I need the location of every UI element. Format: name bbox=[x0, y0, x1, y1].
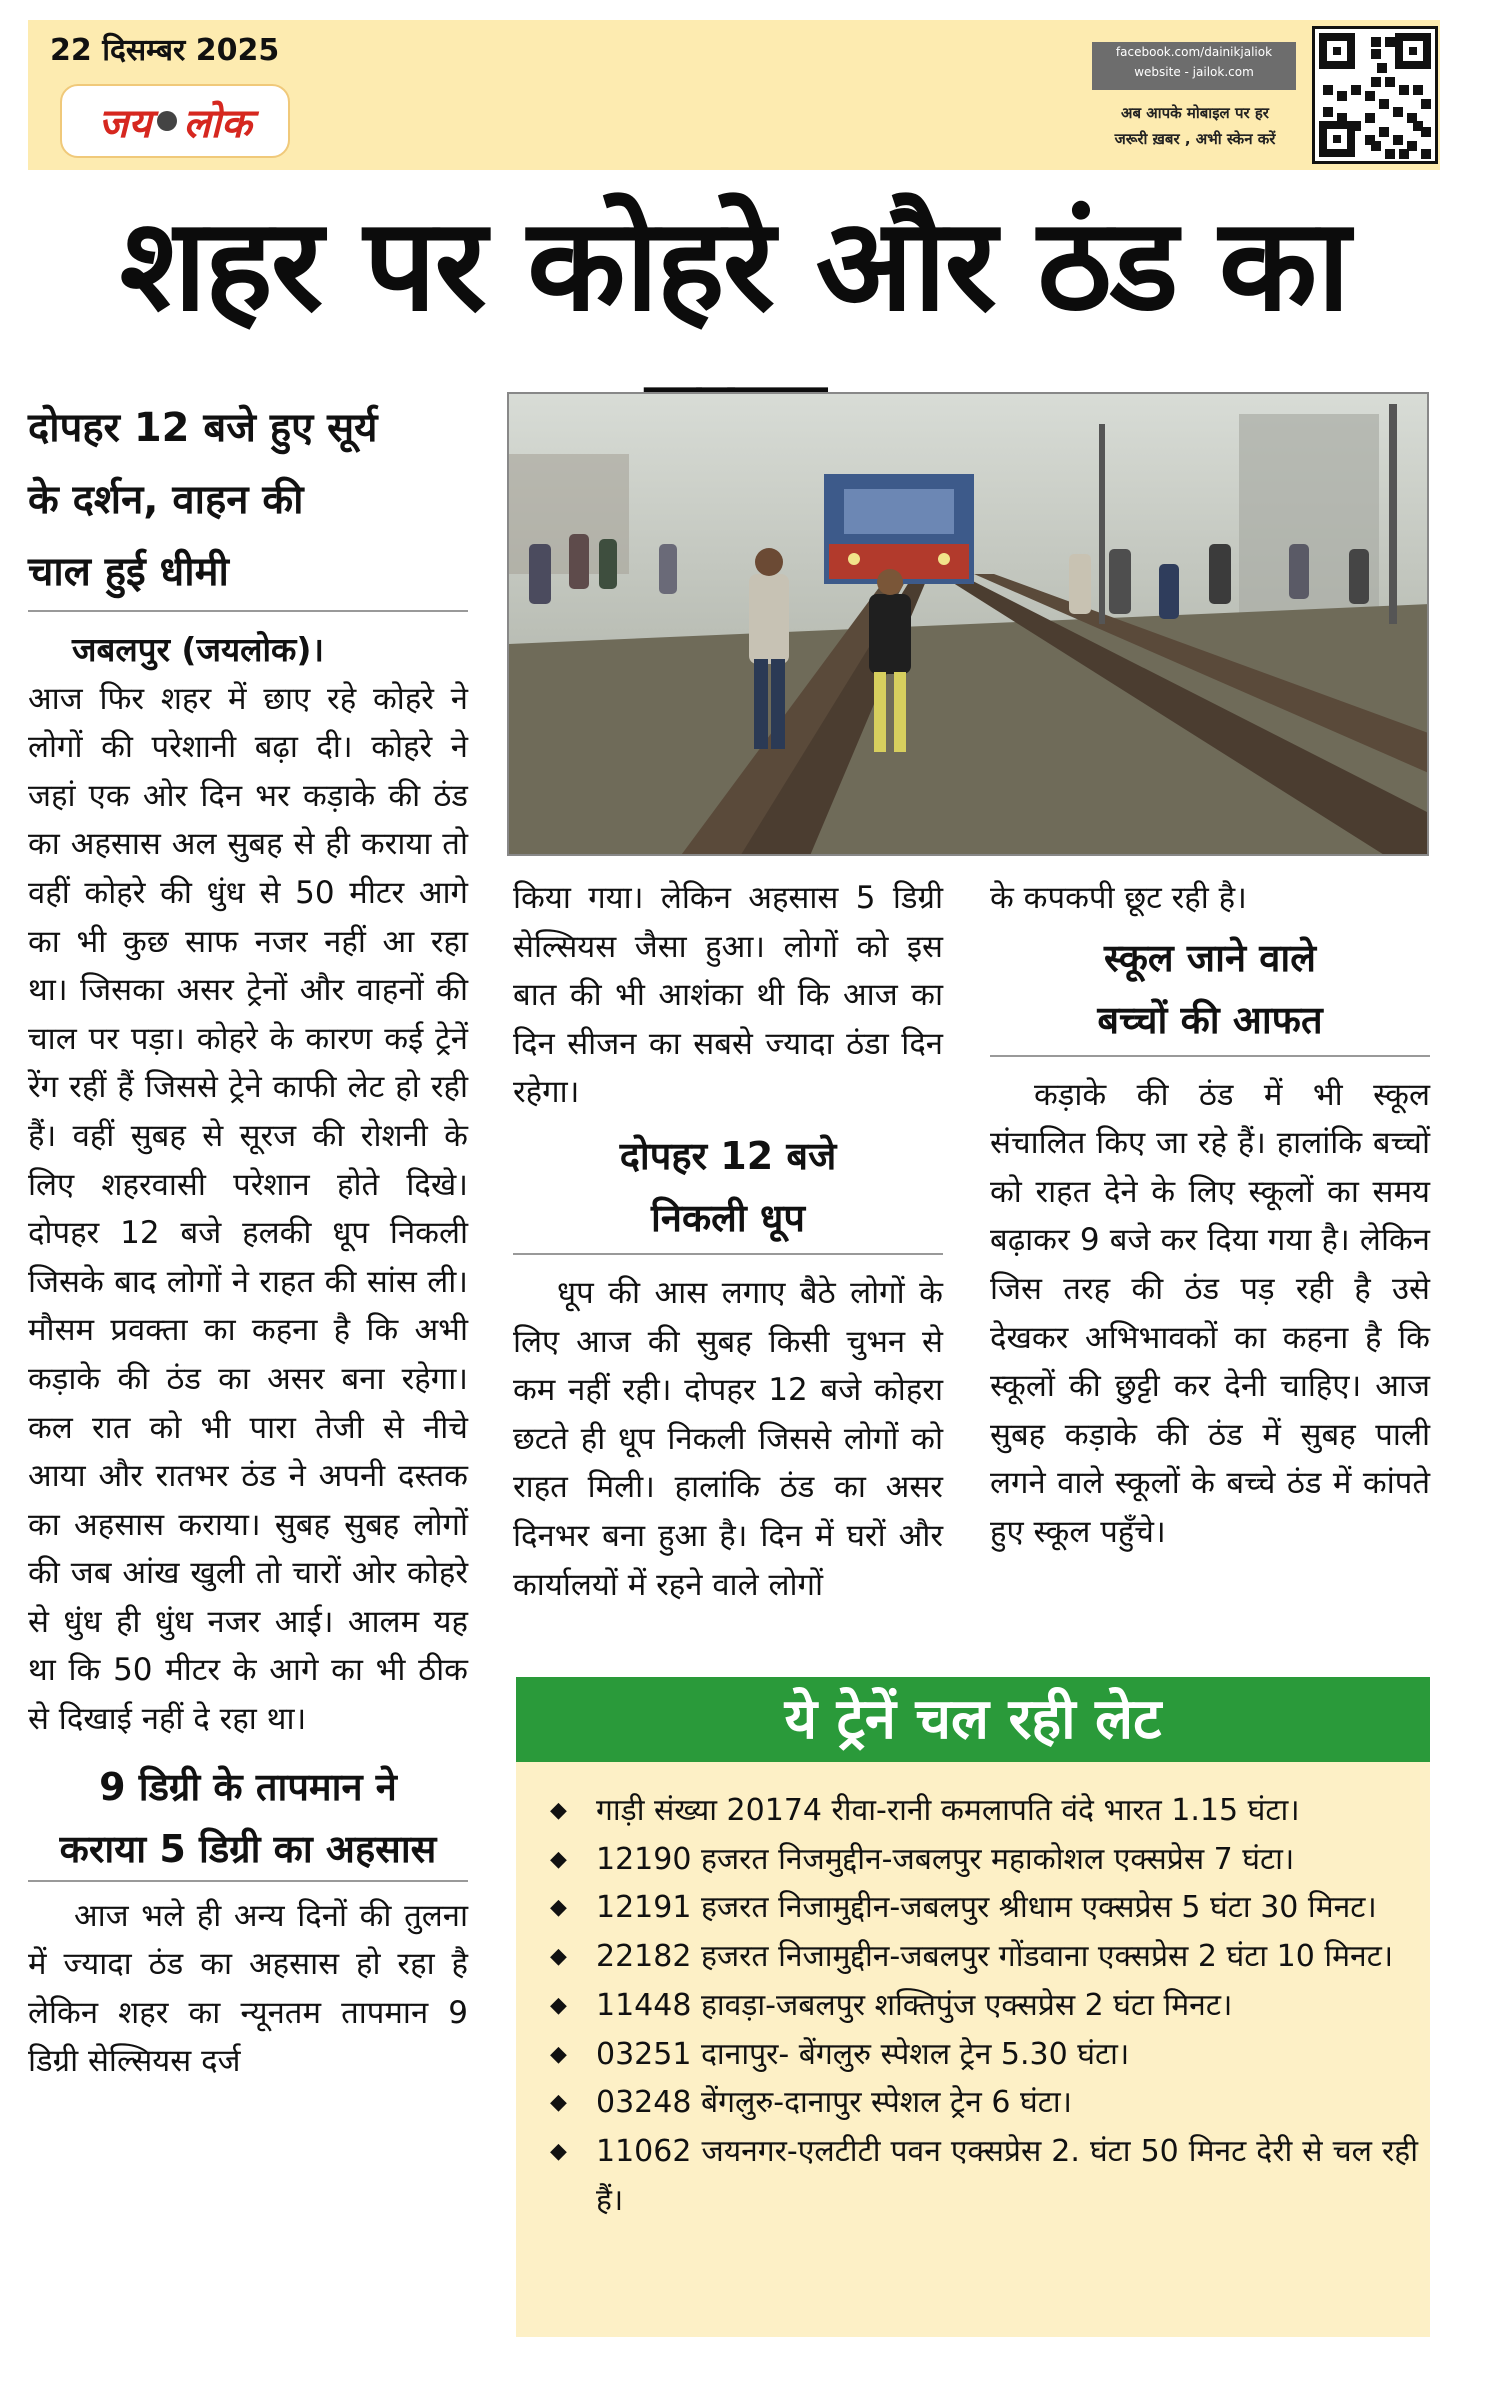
left-subhead bbox=[28, 392, 468, 612]
right-heading bbox=[990, 927, 1430, 1057]
qr-code-icon[interactable] bbox=[1312, 26, 1438, 164]
left-section-heading-line-1: 9 डिग्री के तापमान ने bbox=[99, 1764, 397, 1809]
middle-continued: किया गया। लेकिन अहसास 5 डिग्री सेल्सियस जैसा हुआ। लोगों को इस बात की भी आशंका थी कि आज का दिन सीजन का सबसे ज्यादा ठंडा दिन रहेगा। bbox=[513, 880, 943, 1111]
qr-module bbox=[1337, 91, 1347, 101]
right-heading-line-1: स्कूल जाने वाले bbox=[1103, 935, 1317, 980]
qr-module bbox=[1385, 77, 1395, 87]
qr-module bbox=[1351, 85, 1361, 95]
left-section-body: आज भले ही अन्य दिनों की तुलना में ज्यादा ठंड का अहसास हो रहा है लेकिन शहर का न्यूनतम तापमान 9 डिग्री सेल्सियस दर्ज bbox=[28, 1897, 468, 2080]
right-heading-line-2: बच्चों की आफत bbox=[1097, 997, 1323, 1042]
left-body: आज फिर शहर में छाए रहे कोहरे ने लोगों की परेशानी बढ़ा दी। कोहरे ने जहां एक ओर दिन भर कड़ाके की ठंड का अहसास अल सुबह से ही कराया तो वहीं कोहरे की धुंध से 50 मीटर आगे का भी कुछ साफ नजर नहीं आ रहा था। जिसका असर ट्रेनों और वाहनों की चाल पर पड़ा। कोहरे के कारण कई ट्रेनें रेंग रहीं हैं जिससे ट्रेने काफी लेट हो रही हैं। वहीं सुबह से सूरज की रोशनी के लिए शहरवासी परेशान होते दिखे। दोपहर 12 बजे हलकी धूप निकली जिसके बाद लोगों ने राहत की सांस ली। मौसम प्रवक्ता का कहना है कि अभी कड़ाके की ठंड का असर बना रहेगा। कल रात को भी पारा तेजी से नीचे आया और रातभर ठंड ने अपनी दस्तक का अहसास कराया। सुबह सुबह लोगों की जब आंख खुली तो चारों ओर कोहरे से धुंध ही धुंध नजर आई। आलम यह था कि 50 मीटर के आगे का भी ठीक से दिखाई नहीं दे रहा था। bbox=[28, 680, 468, 1738]
left-column bbox=[28, 392, 468, 2086]
website-link[interactable]: website - jailok.com bbox=[1134, 65, 1254, 79]
left-section-heading-line-2: कराया 5 डिग्री का अहसास bbox=[28, 1818, 468, 1882]
late-train-item: ◆ 12191 हजरत निजामुद्दीन-जबलपुर श्रीधाम एक्सप्रेस 5 घंटा 30 मिनट। bbox=[538, 1884, 1418, 1933]
qr-module bbox=[1385, 149, 1395, 159]
qr-module bbox=[1371, 77, 1381, 87]
qr-module bbox=[1365, 135, 1375, 145]
scan-promo-line-1: अब आपके मोबाइल पर हर bbox=[1121, 104, 1269, 122]
newspaper-logo[interactable] bbox=[60, 84, 290, 158]
late-trains-title: ये ट्रेनें चल रही लेट bbox=[516, 1677, 1430, 1762]
late-train-item: ◆ 12190 हजरत निजमुद्दीन-जबलपुर महाकोशल एक्सप्रेस 7 घंटा। bbox=[538, 1836, 1418, 1885]
qr-module bbox=[1365, 113, 1375, 123]
late-trains-box bbox=[516, 1677, 1430, 2337]
qr-module bbox=[1337, 113, 1347, 123]
right-column bbox=[990, 874, 1430, 1557]
qr-module bbox=[1393, 107, 1403, 117]
middle-heading-line-1: दोपहर 12 बजे bbox=[619, 1133, 837, 1178]
late-train-item: ◆ गाड़ी संख्या 20174 रीवा-रानी कमलापति वंदे भारत 1.15 घंटा। bbox=[538, 1787, 1418, 1836]
qr-module bbox=[1399, 85, 1409, 95]
left-subhead-line-1: दोपहर 12 बजे हुए सूर्य bbox=[28, 405, 378, 451]
qr-module bbox=[1385, 37, 1395, 47]
masthead bbox=[28, 20, 1440, 170]
late-train-item: ◆ 22182 हजरत निजामुद्दीन-जबलपुर गोंडवाना एक्सप्रेस 2 घंटा 10 मिनट। bbox=[538, 1933, 1418, 1982]
news-photo bbox=[507, 392, 1429, 856]
middle-column bbox=[513, 874, 943, 1609]
qr-module bbox=[1413, 85, 1423, 95]
globe-icon bbox=[157, 111, 177, 131]
qr-module bbox=[1377, 63, 1387, 73]
middle-heading bbox=[513, 1125, 943, 1255]
qr-module bbox=[1413, 121, 1423, 131]
qr-module bbox=[1421, 99, 1431, 109]
scan-promo-line-2: जरूरी ख़बर , अभी स्केन करें bbox=[1114, 130, 1276, 148]
logo-left: जय bbox=[98, 100, 152, 147]
social-links[interactable] bbox=[1092, 42, 1296, 90]
qr-module bbox=[1371, 49, 1381, 59]
facebook-link[interactable]: facebook.com/dainikjaliok bbox=[1115, 45, 1273, 59]
left-section-heading bbox=[28, 1756, 468, 1882]
qr-module bbox=[1323, 85, 1333, 95]
left-subhead-line-2: के दर्शन, वाहन की bbox=[28, 477, 304, 523]
late-trains-list bbox=[538, 1787, 1418, 2225]
headline: शहर पर कोहरे और ठंड का bbox=[119, 191, 1349, 340]
qr-module bbox=[1399, 149, 1409, 159]
right-continued: के कपकपी छूट रही है। bbox=[990, 880, 1247, 916]
late-train-item: ◆ 11062 जयनगर-एलटीटी पवन एक्सप्रेस 2. घंटा 50 मिनट देरी से चल रही हैं। bbox=[538, 2128, 1418, 2225]
left-subhead-line-3: चाल हुई धीमी bbox=[28, 549, 229, 595]
qr-module bbox=[1379, 127, 1389, 137]
scan-promo bbox=[1088, 100, 1302, 152]
train-on-foggy-railway-track bbox=[509, 394, 1429, 856]
right-body: कड़ाके की ठंड में भी स्कूल संचालित किए जा रहे हैं। हालांकि बच्चों को राहत देने के लिए स्कूलों का समय बढ़ाकर 9 बजे कर दिया गया है। लेकिन जिस तरह की ठंड पड़ रही है उसे देखकर अभिभावकों का कहना है कि स्कूलों की छुट्टी कर देनी चाहिए। आज सुबह कड़ाके की ठंड में सुबह पाली लगने वाले स्कूलों के बच्चे ठंड में कांपते हुए स्कूल पहुँचे। bbox=[990, 1076, 1430, 1550]
late-train-item: ◆ 11448 हावड़ा-जबलपुर शक्तिपुंज एक्सप्रेस 2 घंटा मिनट। bbox=[538, 1982, 1418, 2031]
qr-module bbox=[1371, 37, 1381, 47]
late-train-item: ◆ 03248 बेंगलुरु-दानापुर स्पेशल ट्रेन 6 घंटा। bbox=[538, 2079, 1418, 2128]
qr-module bbox=[1421, 149, 1431, 159]
qr-module bbox=[1365, 91, 1375, 101]
late-train-item: ◆ 03251 दानापुर- बेंगलुरु स्पेशल ट्रेन 5.30 घंटा। bbox=[538, 2031, 1418, 2080]
qr-module bbox=[1379, 99, 1389, 109]
logo-right: लोक bbox=[183, 100, 252, 147]
dateline: जबलपुर (जयलोक)। bbox=[72, 630, 324, 669]
qr-module bbox=[1393, 135, 1403, 145]
middle-body: धूप की आस लगाए बैठे लोगों के लिए आज की सुबह किसी चुभन से कम नहीं रही। दोपहर 12 बजे कोहरा छटते ही धूप निकली जिससे लोगों को राहत मिली। हालांकि ठंड का असर दिनभर बना हुआ है। दिन में घरों और कार्यालयों में रहने वाले लोगों bbox=[513, 1274, 943, 1603]
qr-module bbox=[1351, 121, 1361, 131]
middle-heading-line-2: निकली धूप bbox=[651, 1195, 805, 1240]
issue-date: 22 दिसम्बर 2025 bbox=[50, 33, 280, 68]
qr-module bbox=[1323, 107, 1333, 117]
